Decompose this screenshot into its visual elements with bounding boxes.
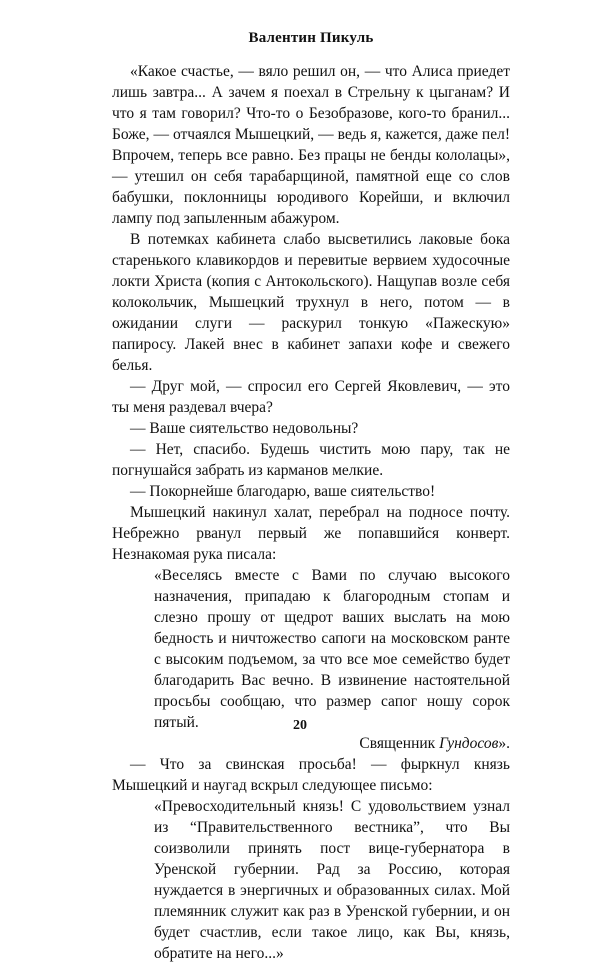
signature-name: Гундосов [439, 735, 499, 752]
dialogue-line: — Покорнейше благодарю, ваше сиятельство! [130, 483, 436, 500]
paragraph: В потемках кабинета слабо высветились лаковые бока старенького клавикордов и перевитые вервием худосочные локти Христа (копия с Антокольского). Нащупав возле себя колокольчик, Мышецкий трухнул в него, потом — в ожидании слуги — раскурил тонкую «Пажескую» папиросу. Лакей внес в кабинет запахи кофе и свежего белья. [112, 231, 510, 374]
running-header: Валентин Пикуль [248, 30, 374, 46]
signature-prefix: Священник [359, 735, 440, 752]
dialogue-line: — Друг мой, — спросил его Сергей Яковлевич, — это ты меня раздевал вчера? [112, 378, 510, 416]
paragraph: Мышецкий накинул халат, перебрал на подносе почту. Небрежно рванул первый же попавшийся конверт. Незнакомая рука писала: [112, 504, 510, 563]
signature-suffix: ». [498, 735, 510, 752]
letter-text: «Веселясь вместе с Вами по случаю высокого назначения, припадаю к благородным стопам и слезно прошу от щедрот ваших выслать на мою бедность и ничтожество сапоги на московском ранте с высоким подъемом, за что все мое семейство будет благодарить Вас вечно. В извинение настоятельной просьбы сообщаю, что размер сапог ношу сорок пятый. [154, 567, 510, 731]
paragraph: — Что за свинская просьба! — фыркнул князь Мышецкий и наугад вскрыл следующее письмо: [112, 756, 510, 794]
paragraph: «Какое счастье, — вяло решил он, — что Алиса приедет лишь завтра... А зачем я поехал в Стрельну к цыганам? И что я там говорил? Что-то о Безобразове, кого-то бранил... Боже, — отчаялся Мышецкий, — ведь я, кажется, даже пел! Впрочем, теперь все равно. Без працы не бенды кололацы», — утешил он себя тарабарщиной, памятной еще со слов бабушки, поклонницы юродивого Корейши, и включил лампу под запыленным абажуром. [112, 63, 510, 227]
page-number: 20 [293, 718, 307, 733]
letter-signature [154, 733, 510, 754]
dialogue-line: — Ваше сиятельство недовольны? [130, 420, 359, 437]
letter-text: «Превосходительный князь! С удовольствием узнал из “Правительственного вестника”, что Вы соизволили принять пост вице-губернатора в Уренской губернии. Рад за Россию, которая нуждается в энергичных и образованных силах. Мой племянник служит как раз в Уренской губернии, и он будет счастлив, если такое лицо, как Вы, князь, обратите на него...» [154, 798, 510, 962]
letter-quote-2 [154, 796, 510, 964]
dialogue-line: — Нет, спасибо. Будешь чистить мою пару, так не погнушайся забрать из карманов мелкие. [112, 441, 510, 479]
page-body [112, 61, 510, 964]
